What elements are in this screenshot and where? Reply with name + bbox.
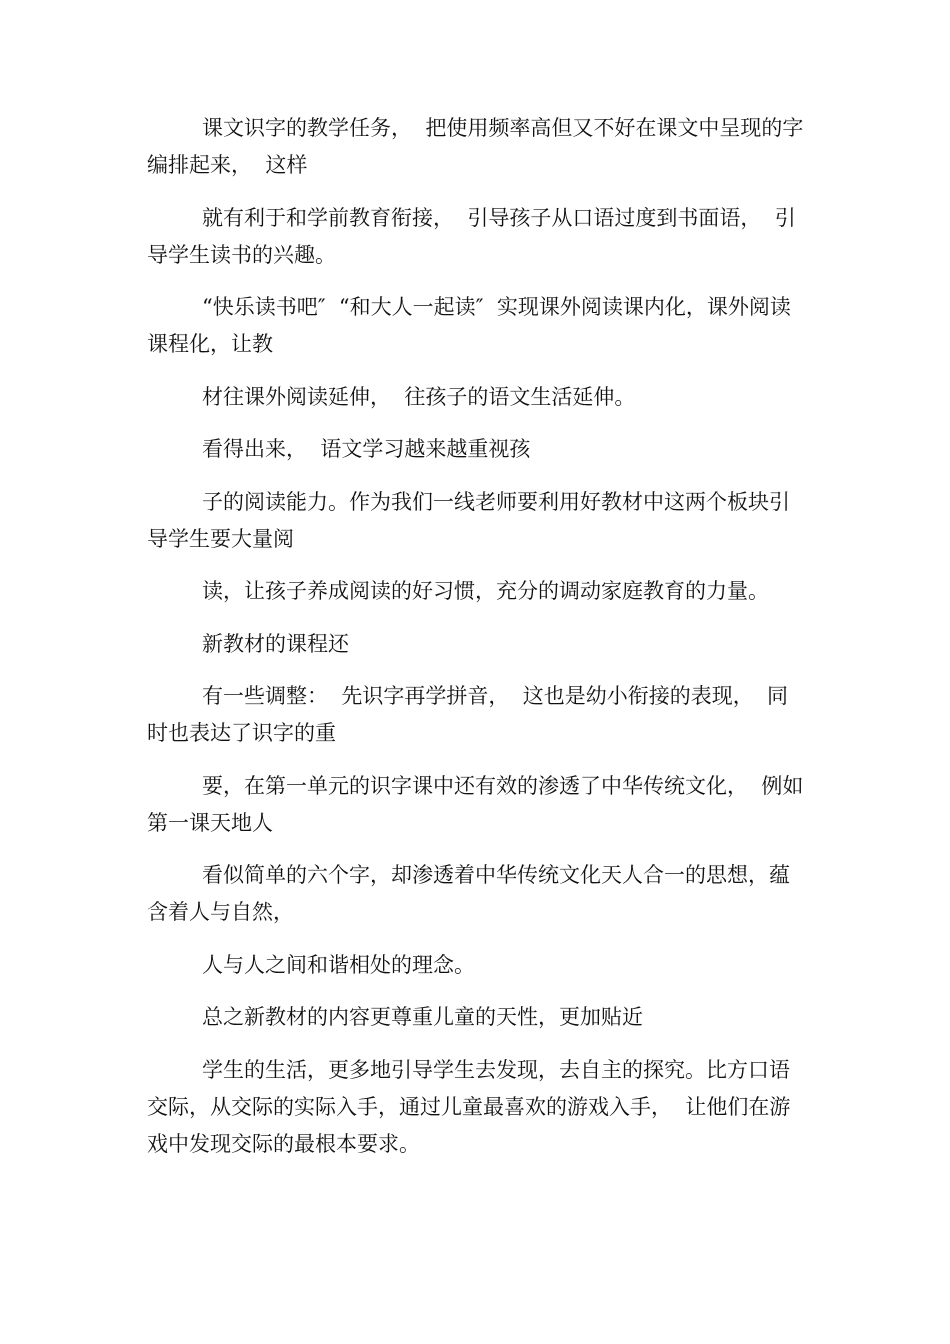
paragraph: “快乐读书吧″ “和大人一起读″ 实现课外阅读课内化，课外阅读课程化，让教 <box>147 295 791 356</box>
paragraph: 新教材的课程还 <box>202 631 349 656</box>
paragraph: 要，在第一单元的识字课中还有效的渗透了中华传统文化， 例如第一课天地人 <box>147 773 804 835</box>
paragraph: 看似简单的六个字，却渗透着中华传统文化天人合一的思想，蕴含着人与自然， <box>147 863 790 924</box>
paragraph: 看得出来， 语文学习越来越重视孩 <box>202 437 531 461</box>
paragraph: 学生的生活，更多地引导学生去发现，去自主的探究。比方口语交际，从交际的实际入手，通过儿童最喜欢的游戏入手， 让他们在游戏中发现交际的最根本要求。 <box>147 1057 791 1156</box>
paragraph: 人与人之间和谐相处的理念。 <box>202 952 475 977</box>
paragraph: 材往课外阅读延伸， 往孩子的语文生活延伸。 <box>202 384 636 409</box>
paragraph: 子的阅读能力。作为我们一线老师要利用好教材中这两个板块引导学生要大量阅 <box>147 489 790 551</box>
paragraph: 总之新教材的内容更尊重儿童的天性，更加贴近 <box>202 1005 643 1029</box>
paragraph: 有一些调整： 先识字再学拼音， 这也是幼小衔接的表现， 同时也表达了识字的重 <box>147 684 789 745</box>
paragraph: 就有利于和学前教育衔接， 引导孩子从口语过度到书面语， 引导学生读书的兴趣。 <box>147 205 796 267</box>
document-body <box>147 110 805 1178</box>
paragraph: 读，让孩子养成阅读的好习惯，充分的调动家庭教育的力量。 <box>202 579 769 603</box>
paragraph: 课文识字的教学任务， 把使用频率高但又不好在课文中呈现的字编排起来， 这样 <box>147 116 804 177</box>
